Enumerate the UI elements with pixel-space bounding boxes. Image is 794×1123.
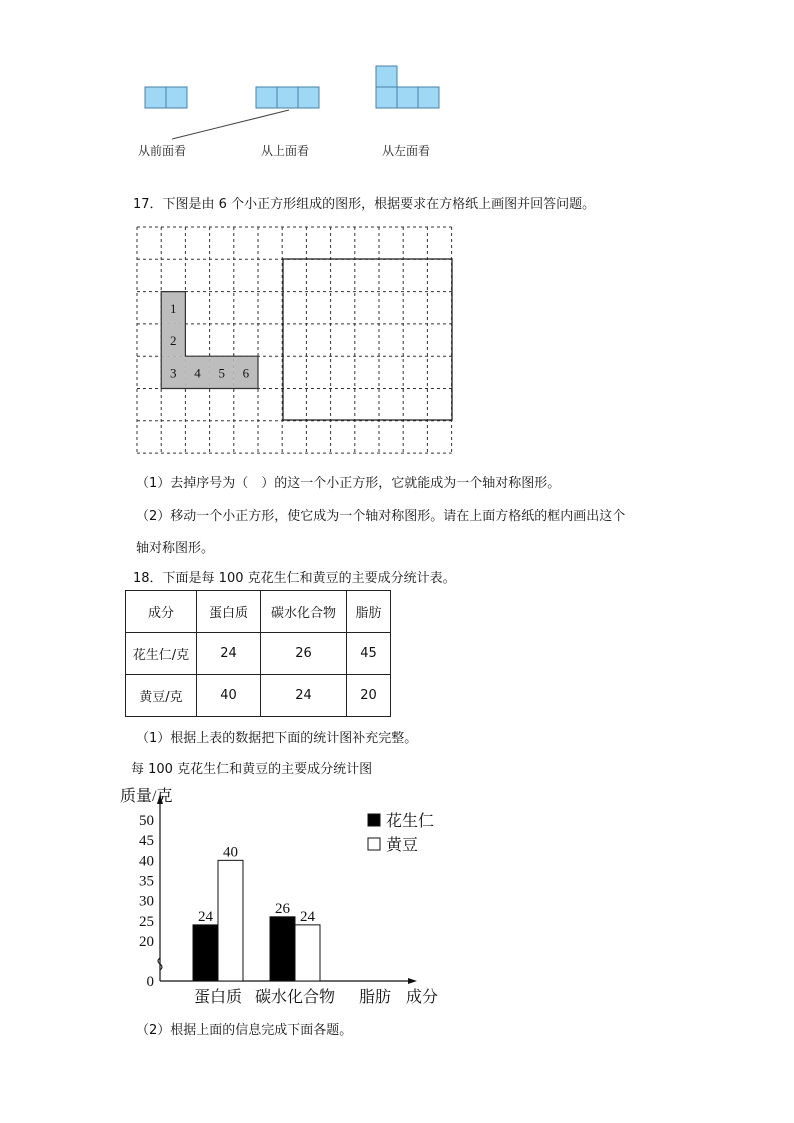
shape-square-number: 4: [194, 365, 201, 381]
shape-square-number: 6: [242, 365, 250, 381]
y-tick-label: 50: [139, 813, 154, 829]
drawing-frame: [283, 259, 452, 420]
left-view-square: [376, 87, 397, 108]
bar-chart: [120, 780, 450, 1010]
x-tick-label: 蛋白质: [193, 989, 243, 1006]
q18-stem: [133, 567, 456, 586]
connector-line: [172, 110, 289, 139]
left-view-square: [376, 66, 397, 87]
shape-square-number: 5: [218, 365, 225, 381]
table-header-row: [126, 591, 391, 633]
shape-square-number: 2: [170, 333, 177, 349]
top-view-square: [277, 87, 298, 108]
top-view-square: [256, 87, 277, 108]
y-tick-label: 30: [139, 893, 154, 910]
shape-square-number: 3: [170, 365, 177, 381]
table-row: [126, 633, 391, 675]
y-tick-label: 35: [139, 873, 154, 890]
left-view-square: [418, 87, 439, 108]
q17-part1: （1）去掉序号为（ ）的这一个小正方形，它就能成为一个轴对称图形。: [136, 476, 561, 491]
y-tick-label: 25: [139, 913, 154, 930]
legend-label: 花生仁: [386, 813, 435, 830]
bar: [270, 917, 295, 981]
q17-text: 下图是由 6 个小正方形组成的图形，根据要求在方格纸上画图并回答问题。: [162, 197, 596, 212]
x-axis-arrow: [408, 978, 417, 984]
x-axis-label: 成分: [405, 989, 439, 1006]
y-tick-label: 0: [146, 974, 154, 990]
table-header-cell: 蛋白质: [197, 591, 261, 633]
front-view-square: [166, 87, 187, 108]
table-header-cell: 成分: [126, 591, 197, 633]
x-tick-label: 脂肪: [358, 989, 392, 1006]
bar-data-label: 26: [275, 900, 290, 917]
legend-swatch: [368, 814, 380, 826]
table-cell: 24: [197, 633, 261, 675]
y-axis-label: 质量/克: [120, 788, 173, 805]
top-view-label: 从上面看: [261, 144, 310, 158]
table-cell: 24: [261, 675, 347, 717]
bar: [295, 925, 320, 981]
left-view-label: 从左面看: [382, 144, 431, 158]
table-cell: 20: [347, 675, 391, 717]
q18-part2: （2）根据上面的信息完成下面各题。: [136, 1023, 353, 1038]
q17-part2-line1: （2）移动一个小正方形，使它成为一个轴对称图形。请在上面方格纸的框内画出这个: [136, 509, 626, 524]
q18-text: 下面是每 100 克花生仁和黄豆的主要成分统计表。: [162, 571, 456, 586]
top-view-square: [298, 87, 319, 108]
table-row-label: 黄豆/克: [126, 675, 197, 717]
q18-number: 18．: [133, 571, 163, 586]
bar: [218, 860, 243, 981]
left-view-square: [397, 87, 418, 108]
legend-swatch: [368, 838, 380, 850]
shape-square-number: 1: [170, 300, 177, 316]
y-tick-label: 45: [139, 833, 154, 850]
x-tick-label: 碳水化合物: [254, 989, 336, 1006]
chart-title: 每 100 克花生仁和黄豆的主要成分统计图: [131, 762, 373, 777]
square-grid: [136, 226, 456, 456]
table-row: [126, 675, 391, 717]
table-cell: 40: [197, 675, 261, 717]
q17-stem: [133, 193, 595, 212]
bar-data-label: 24: [198, 908, 213, 925]
nutrition-table: [125, 590, 391, 717]
y-tick-label: 40: [139, 853, 154, 870]
y-tick-label: 20: [139, 934, 154, 950]
legend-label: 黄豆: [386, 837, 419, 854]
bar-data-label: 24: [300, 908, 315, 925]
q17-part2-line2: 轴对称图形。: [136, 541, 215, 556]
front-view-square: [145, 87, 166, 108]
table-header-cell: 脂肪: [347, 591, 391, 633]
table-cell: 45: [347, 633, 391, 675]
bar: [193, 925, 218, 981]
q18-part1: （1）根据上表的数据把下面的统计图补充完整。: [136, 731, 418, 746]
bar-data-label: 40: [223, 844, 238, 861]
table-cell: 26: [261, 633, 347, 675]
table-header-cell: 碳水化合物: [261, 591, 347, 633]
q17-number: 17．: [133, 197, 163, 212]
table-row-label: 花生仁/克: [126, 633, 197, 675]
front-view-label: 从前面看: [138, 144, 187, 158]
